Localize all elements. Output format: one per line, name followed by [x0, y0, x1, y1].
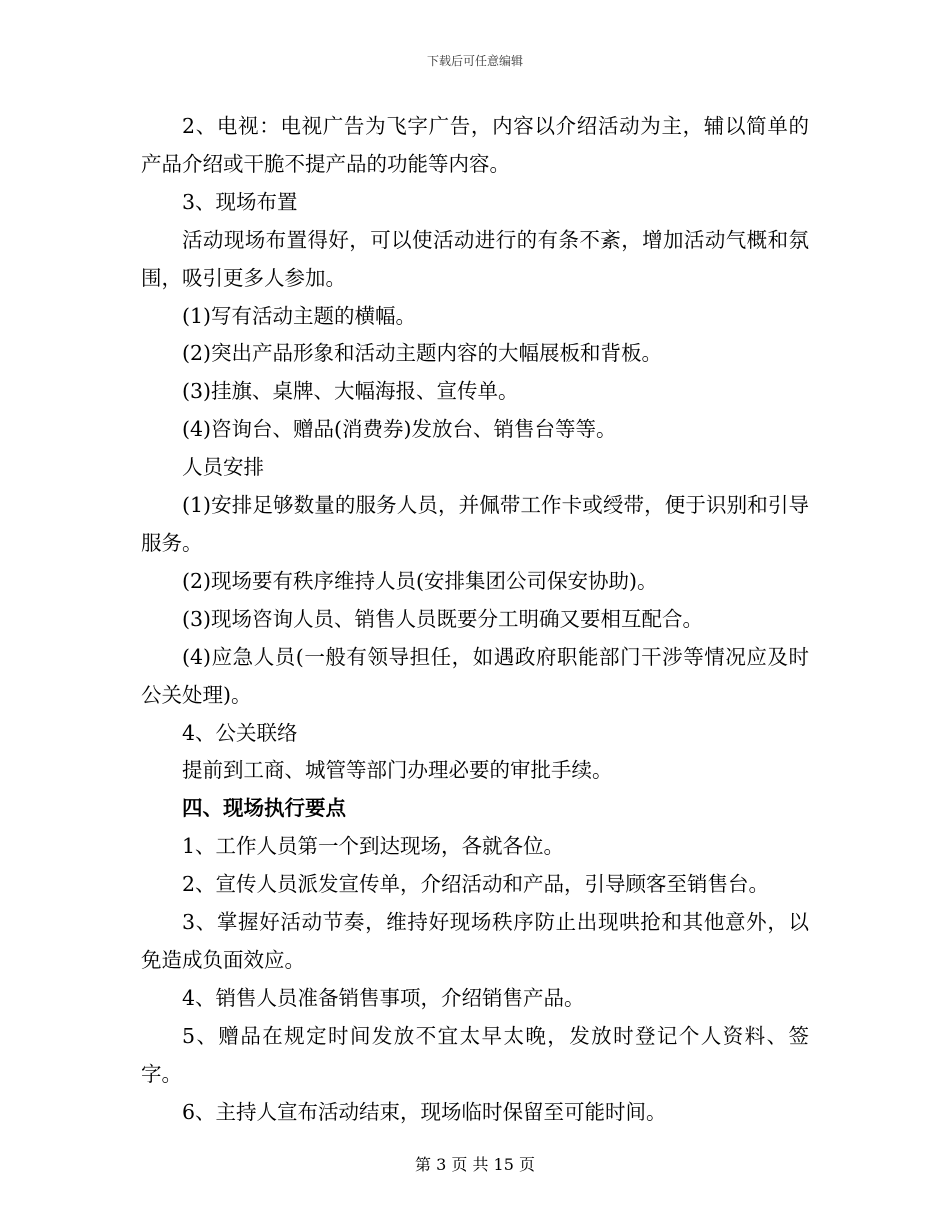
list-item-consulting-staff: (3)现场咨询人员、销售人员既要分工明确又要相互配合。 [182, 606, 704, 631]
list-item-service-staff: (1)安排足够数量的服务人员，并佩带工作卡或绶带，便于识别和引导服务。 [141, 493, 809, 555]
heading-site-layout: 3、现场布置 [182, 189, 298, 214]
execution-step-1: 1、工作人员第一个到达现场，各就各位。 [182, 834, 565, 859]
execution-step-6: 6、主持人宣布活动结束，现场临时保留至可能时间。 [182, 1099, 667, 1124]
section-heading-execution: 四、现场执行要点 [182, 796, 346, 821]
list-item-desks: (4)咨询台、赠品(消费券)发放台、销售台等等。 [182, 417, 617, 442]
execution-step-4: 4、销售人员准备销售事项，介绍销售产品。 [182, 985, 585, 1010]
execution-step-3: 3、掌握好活动节奏，维持好现场秩序防止出现哄抢和其他意外，以免造成负面效应。 [141, 910, 809, 972]
paragraph-site-layout-intro: 活动现场布置得好，可以使活动进行的有条不紊，增加活动气概和氛围，吸引更多人参加。 [141, 227, 809, 290]
list-item-flags-posters: (3)挂旗、桌牌、大幅海报、宣传单。 [182, 379, 519, 404]
list-item-banner: (1)写有活动主题的横幅。 [182, 303, 417, 328]
page-header: 下载后可任意编辑 [426, 54, 523, 68]
document-body [141, 108, 809, 1131]
paragraph-approvals: 提前到工商、城管等部门办理必要的审批手续。 [182, 758, 613, 783]
paragraph-tv-ads: 2、电视：电视广告为飞字广告，内容以介绍活动为主，辅以简单的产品介绍或干脆不提产品的功能等内容。 [141, 114, 809, 176]
heading-public-relations: 4、公关联络 [182, 720, 298, 745]
page-footer: 第 3 页 共 15 页 [415, 1155, 535, 1174]
list-item-order-staff: (2)现场要有秩序维持人员(安排集团公司保安协助)。 [182, 568, 658, 593]
execution-step-2: 2、宣传人员派发宣传单，介绍活动和产品，引导顾客至销售台。 [182, 872, 770, 897]
list-item-emergency-staff: (4)应急人员(一般有领导担任，如遇政府职能部门干涉等情况应及时公关处理)。 [141, 644, 809, 707]
heading-staffing: 人员安排 [182, 455, 264, 480]
list-item-display-boards: (2)突出产品形象和活动主题内容的大幅展板和背板。 [182, 341, 663, 366]
execution-step-5: 5、赠品在规定时间发放不宜太早太晚，发放时登记个人资料、签字。 [141, 1023, 809, 1086]
